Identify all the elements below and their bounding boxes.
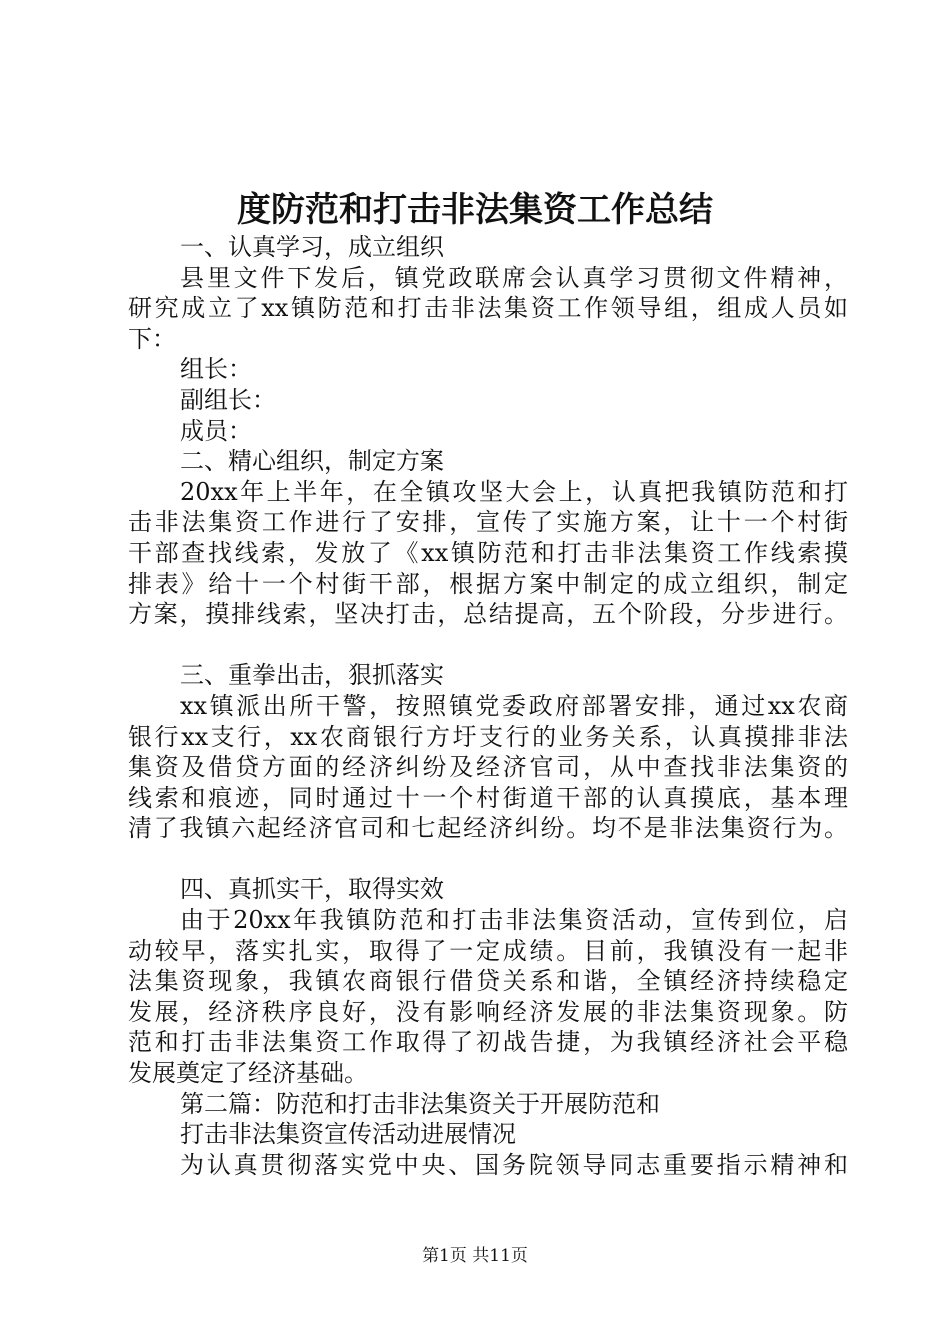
paragraph-line: 集资及借贷方面的经济纠纷及经济官司，从中查找非法集资的 [128,753,848,782]
paragraph-line: 银行xx支行，xx农商银行方圩支行的业务关系，认真摸排非法 [128,722,848,751]
paragraph-line: 范和打击非法集资工作取得了初战告捷，为我镇经济社会平稳 [128,1028,848,1057]
member-label-leader: 组长： [180,355,252,384]
paragraph-line: 线索和痕迹，同时通过十一个村街道干部的认真摸底，基本理 [128,783,848,812]
member-label-members: 成员： [180,416,252,445]
paragraph-line: 清了我镇六起经济官司和七起经济纠纷。均不是非法集资行为。 [128,814,848,843]
paragraph-line: 发展奠定了经济基础。 [128,1059,368,1088]
paragraph-line: 县里文件下发后，镇党政联席会认真学习贯彻文件精神， [180,263,848,292]
member-label-deputy: 副组长： [180,385,276,414]
paragraph-line: 方案，摸排线索，坚决打击，总结提高，五个阶段，分步进行。 [128,600,848,629]
section-heading-2: 二、精心组织，制定方案 [180,447,444,476]
paragraph-line: 击非法集资工作进行了安排，宣传了实施方案，让十一个村街 [128,508,848,537]
page-title: 度防范和打击非法集资工作总结 [237,190,713,230]
paragraph-line: 排表》给十一个村街干部，根据方案中制定的成立组织，制定 [128,569,848,598]
section-heading-3: 三、重拳出击，狠抓落实 [180,661,444,690]
chapter-heading: 第二篇：防范和打击非法集资关于开展防范和 [180,1089,660,1118]
chapter-heading-continued: 打击非法集资宣传活动进展情况 [180,1120,516,1149]
paragraph-line: 研究成立了xx镇防范和打击非法集资工作领导组，组成人员如 [128,294,848,323]
paragraph-gap [128,630,848,661]
paragraph-line: xx镇派出所干警，按照镇党委政府部署安排，通过xx农商 [180,691,848,720]
section-heading-4: 四、真抓实干，取得实效 [180,875,444,904]
section-heading-1: 一、认真学习，成立组织 [180,233,444,261]
paragraph-line: 法集资现象，我镇农商银行借贷关系和谐，全镇经济持续稳定 [128,967,848,996]
paragraph-line: 为认真贯彻落实党中央、国务院领导同志重要指示精神和 [180,1150,848,1179]
paragraph-line: 干部查找线索，发放了《xx镇防范和打击非法集资工作线索摸 [128,538,848,567]
paragraph-gap [128,844,848,875]
page-number-footer: 第1页 共11页 [422,1246,528,1266]
paragraph-line: 动较早，落实扎实，取得了一定成绩。目前，我镇没有一起非 [128,936,848,965]
paragraph-line: 发展，经济秩序良好，没有影响经济发展的非法集资现象。防 [128,997,848,1026]
paragraph-line: 20xx年上半年，在全镇攻坚大会上，认真把我镇防范和打 [180,477,848,506]
document-body [128,232,848,1180]
paragraph-line: 由于20xx年我镇防范和打击非法集资活动，宣传到位，启 [180,906,848,935]
paragraph-line: 下： [128,324,176,353]
